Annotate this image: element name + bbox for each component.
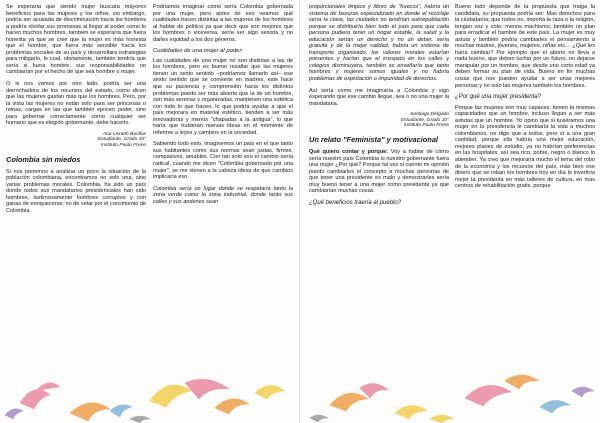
birds-illustration <box>300 273 600 423</box>
question-heading: ¿Por qué una mujer presidenta? <box>455 94 542 101</box>
question-heading: ¿Qué beneficios traería al pueblo? <box>309 199 402 206</box>
author-grade: Estudiante, Grado 10° <box>400 117 449 123</box>
paragraph: Porque las mujeres son muy capaces, tienen la mismas capacidades que un hombre, incluso llegan a ser más astutas que un hombre. Yo opino que si tuviéramos una mujer en la presidencia le cambiaría la vida a muchos colombianos, no digo que a todos, pero sí a una gran cantidad, porque ella habría una mejor educación, mejores planes de estudio, ya no habrían preferencias en las hospitales, así sea rico, pobre, negro o blanco lo atienden. Ya creo que mejoraría mucho el tema del robo de la economía y los recursos del país, más bien ese dinero que se roban los hombres hoy en día lo invertiría mejor la presidenta en más talleres de cultura, en más centros de rehabilitación gratis, porque <box>455 104 595 190</box>
author-signature <box>6 132 146 149</box>
paragraph: proporcionales limpios y libres de "huecos", habría un sistema de basuras especializado en donde el reciclaje sería la clave, las ciudades no tendrían sobrepoblación porque se distribuiría bien todo el país para que cada persona pudiera tener un hogar estable, la salud y la educación serían un derecho y no un deber, sería gratuita y de la mejor calidad, habría un sistema de transporte organizado, los valores morales estarían presentes y harían que el irrespeto en los calles y colegios disminuyera, también se enseñaría que tanto hombres y mujeres somos iguales y no habría problemas de explotación o impunidad de derechos. <box>309 4 449 83</box>
bird-shape <box>110 405 132 417</box>
bird-shape <box>130 416 150 423</box>
paragraph <box>309 149 449 195</box>
paragraph-body: Voy a hablar de cómo sería nuestro país Colombia si nuestro gobernante fuera una mujer ¿Por qué? Porque tal vez si cuento mi opinión puedo cambiarles el concepto a muchas personas de que tener una presidente es malo y demostrarles sería muy bueno tener a una mujer como presidenta ya que cambiarían muchas cosas. <box>309 148 449 195</box>
section-subheading: Cualidades de una mujer al poder: <box>153 48 244 55</box>
bird-shape <box>255 385 285 399</box>
right-page <box>300 0 600 423</box>
author-signature <box>309 112 449 129</box>
paragraph: Las cualidades de una mujer no son distintas a las de los hombres, pero es bueno resaltar que las mujeres tienen un sexto sentido –podríamos llamarlo así– ese sexto sentido que se convierte en madres, este hace que su paciencia y comprensión hacia los distintos problemas puedo ser más abierta que la de un hombre, son más serenas y organizadas, mantienen una estética con todo lo que hacen, lo que podría ayudar a que el país mejorara en material estético, tienden a ser más innovadoras y menos "chapadas a la antigua", lo que haría que hubieran nuevas ideas en el momento de referirse a leyes y cambios en la sociedad. <box>153 57 293 136</box>
paragraph: Bueno todo depende de la propuesta que traiga la candidata, su propuesta podría ser: Mas derechos para la ciudadanía; que todos no, importa la raza o la religión, tengan voz y voto; menos machismo; también un plan para erradicar el hambre de este país. La mujer es muy astuta y también podría cambiarles el pensamiento a muchas madres, jóvenes, mujeres, niñas etc… ¿Qué les haría cambiar? Por ejemplo que el aborto no lleva a nada bueno, que deben luchar por un futuro, no dejarse manipular por un hombre, que desde uno corto edad ya deben formar su plan de vida. Bueno en fin muchas cosas que nos pueden ayudar a ser unas mejores personas y no solo las mujeres también los hombres. <box>455 4 595 89</box>
left-column-2 <box>153 4 293 210</box>
bird-shape <box>465 385 511 406</box>
bird-shape <box>185 379 229 399</box>
paragraph: Se esperaría que siendo mujer buscara mayores beneficios para las mujeres y los niños, sin embargo, podría ser acusada de discriminación hacia los hombres a podría olvidar sus promesas al llegar al poder como lo hacen muchos hombres, también se esperaría que fuera honesta ya que se cree que la mujer es más honesta que el hombre, que fuera más sensible hacia los problemas sociales de su país y desarrollara estrategias para mitigarlo, lo cual, obviamente, también tendría que sería si fuera hombre, sus responsabilidades no cambiarían por el hecho de que sea hombre o mujer. <box>6 4 146 76</box>
article-heading: Un relato "Feminista" y motivacional <box>309 134 438 144</box>
author-grade: Estudiante, Grado 10° <box>97 137 146 143</box>
paragraph: Podríamos imaginar cómo sería Colombia gobernada por una mujer, pero antes de eso veamos qué cualidades hacen distintas a las mujeres de los hombres al hablar de política ya que decir que son mejores que los hombres o viceversa, sería ser algo sexista y no darles equidad a los dos géneros. <box>153 4 293 43</box>
bird-shape <box>5 409 23 419</box>
bird-shape <box>430 415 454 423</box>
paragraph: Si nos ponemos a analizar un poco la situación de la población colombiana, encontramos no solo una, sino varias problemas morales. Colombia, ha sido un país donde todos sus mandatarios presidenciales han sido hombres, lastimosamente hombres corruptos y con ganas de enriquecerse; no de velar por el crecimiento de Colombia. <box>6 168 146 214</box>
right-column-1 <box>309 4 449 210</box>
author-school: Instituto Paulo Freire <box>100 143 146 149</box>
paragraph: Colombia sería un lugar donde se respetaría tanto la zona verde como la zona industrial, donde tanto sus calles y sus andenes sean <box>153 185 293 205</box>
bird-shape <box>70 403 110 421</box>
lead-in: Qué quiero contar y porque: <box>309 148 389 155</box>
paragraph: Sabiendo todo esto, imaginemos un país en el que tanto sus habitantes como sus normas sean justas, firmes, compasivos, amables. Con tan solo eso el cambio sería radical, cuando me dicen "Colombia gobernado por una mujer", se me vienen a la cabeza ideas de que cambios implicaría eso. <box>153 141 293 181</box>
bird-shape <box>36 383 60 391</box>
right-column-2 <box>455 4 595 195</box>
bird-shape <box>360 383 388 398</box>
bird-shape <box>330 393 368 411</box>
author-school: Instituto Paulo Freire <box>403 123 449 129</box>
bird-shape <box>540 400 570 413</box>
bird-shape <box>505 375 539 389</box>
bird-shape <box>572 387 594 397</box>
paragraph: O si nos vamos por otro lado, podría ser una derrochadora de los recursos del estado, como dicen que las mujeres gastan más que los hombres. Pero, por la vista las mujeres no están solo para ser princesas o reinas, cargas en las que también ejercen poder, sino para gobernar correctamente como cualquier ser humano que es elegido gobernante, debe hacerlo. <box>6 81 146 127</box>
bird-shape <box>395 405 427 419</box>
paragraph: Así sería como me imaginaría a Colombia y sigo esperando que ese cambio llegue, sea o no una mujer la mandataria. <box>309 87 449 107</box>
bird-shape <box>20 390 50 409</box>
bird-shape <box>310 415 328 422</box>
author-name: Ana Lisneth Barillas <box>102 131 146 137</box>
bird-shape <box>215 399 249 414</box>
bird-shape <box>150 385 192 407</box>
article-heading: Colombia sin miedos <box>6 154 81 164</box>
author-name: Santiago Delgado <box>410 112 449 118</box>
birds-illustration <box>0 273 300 423</box>
left-column-1 <box>6 4 146 219</box>
